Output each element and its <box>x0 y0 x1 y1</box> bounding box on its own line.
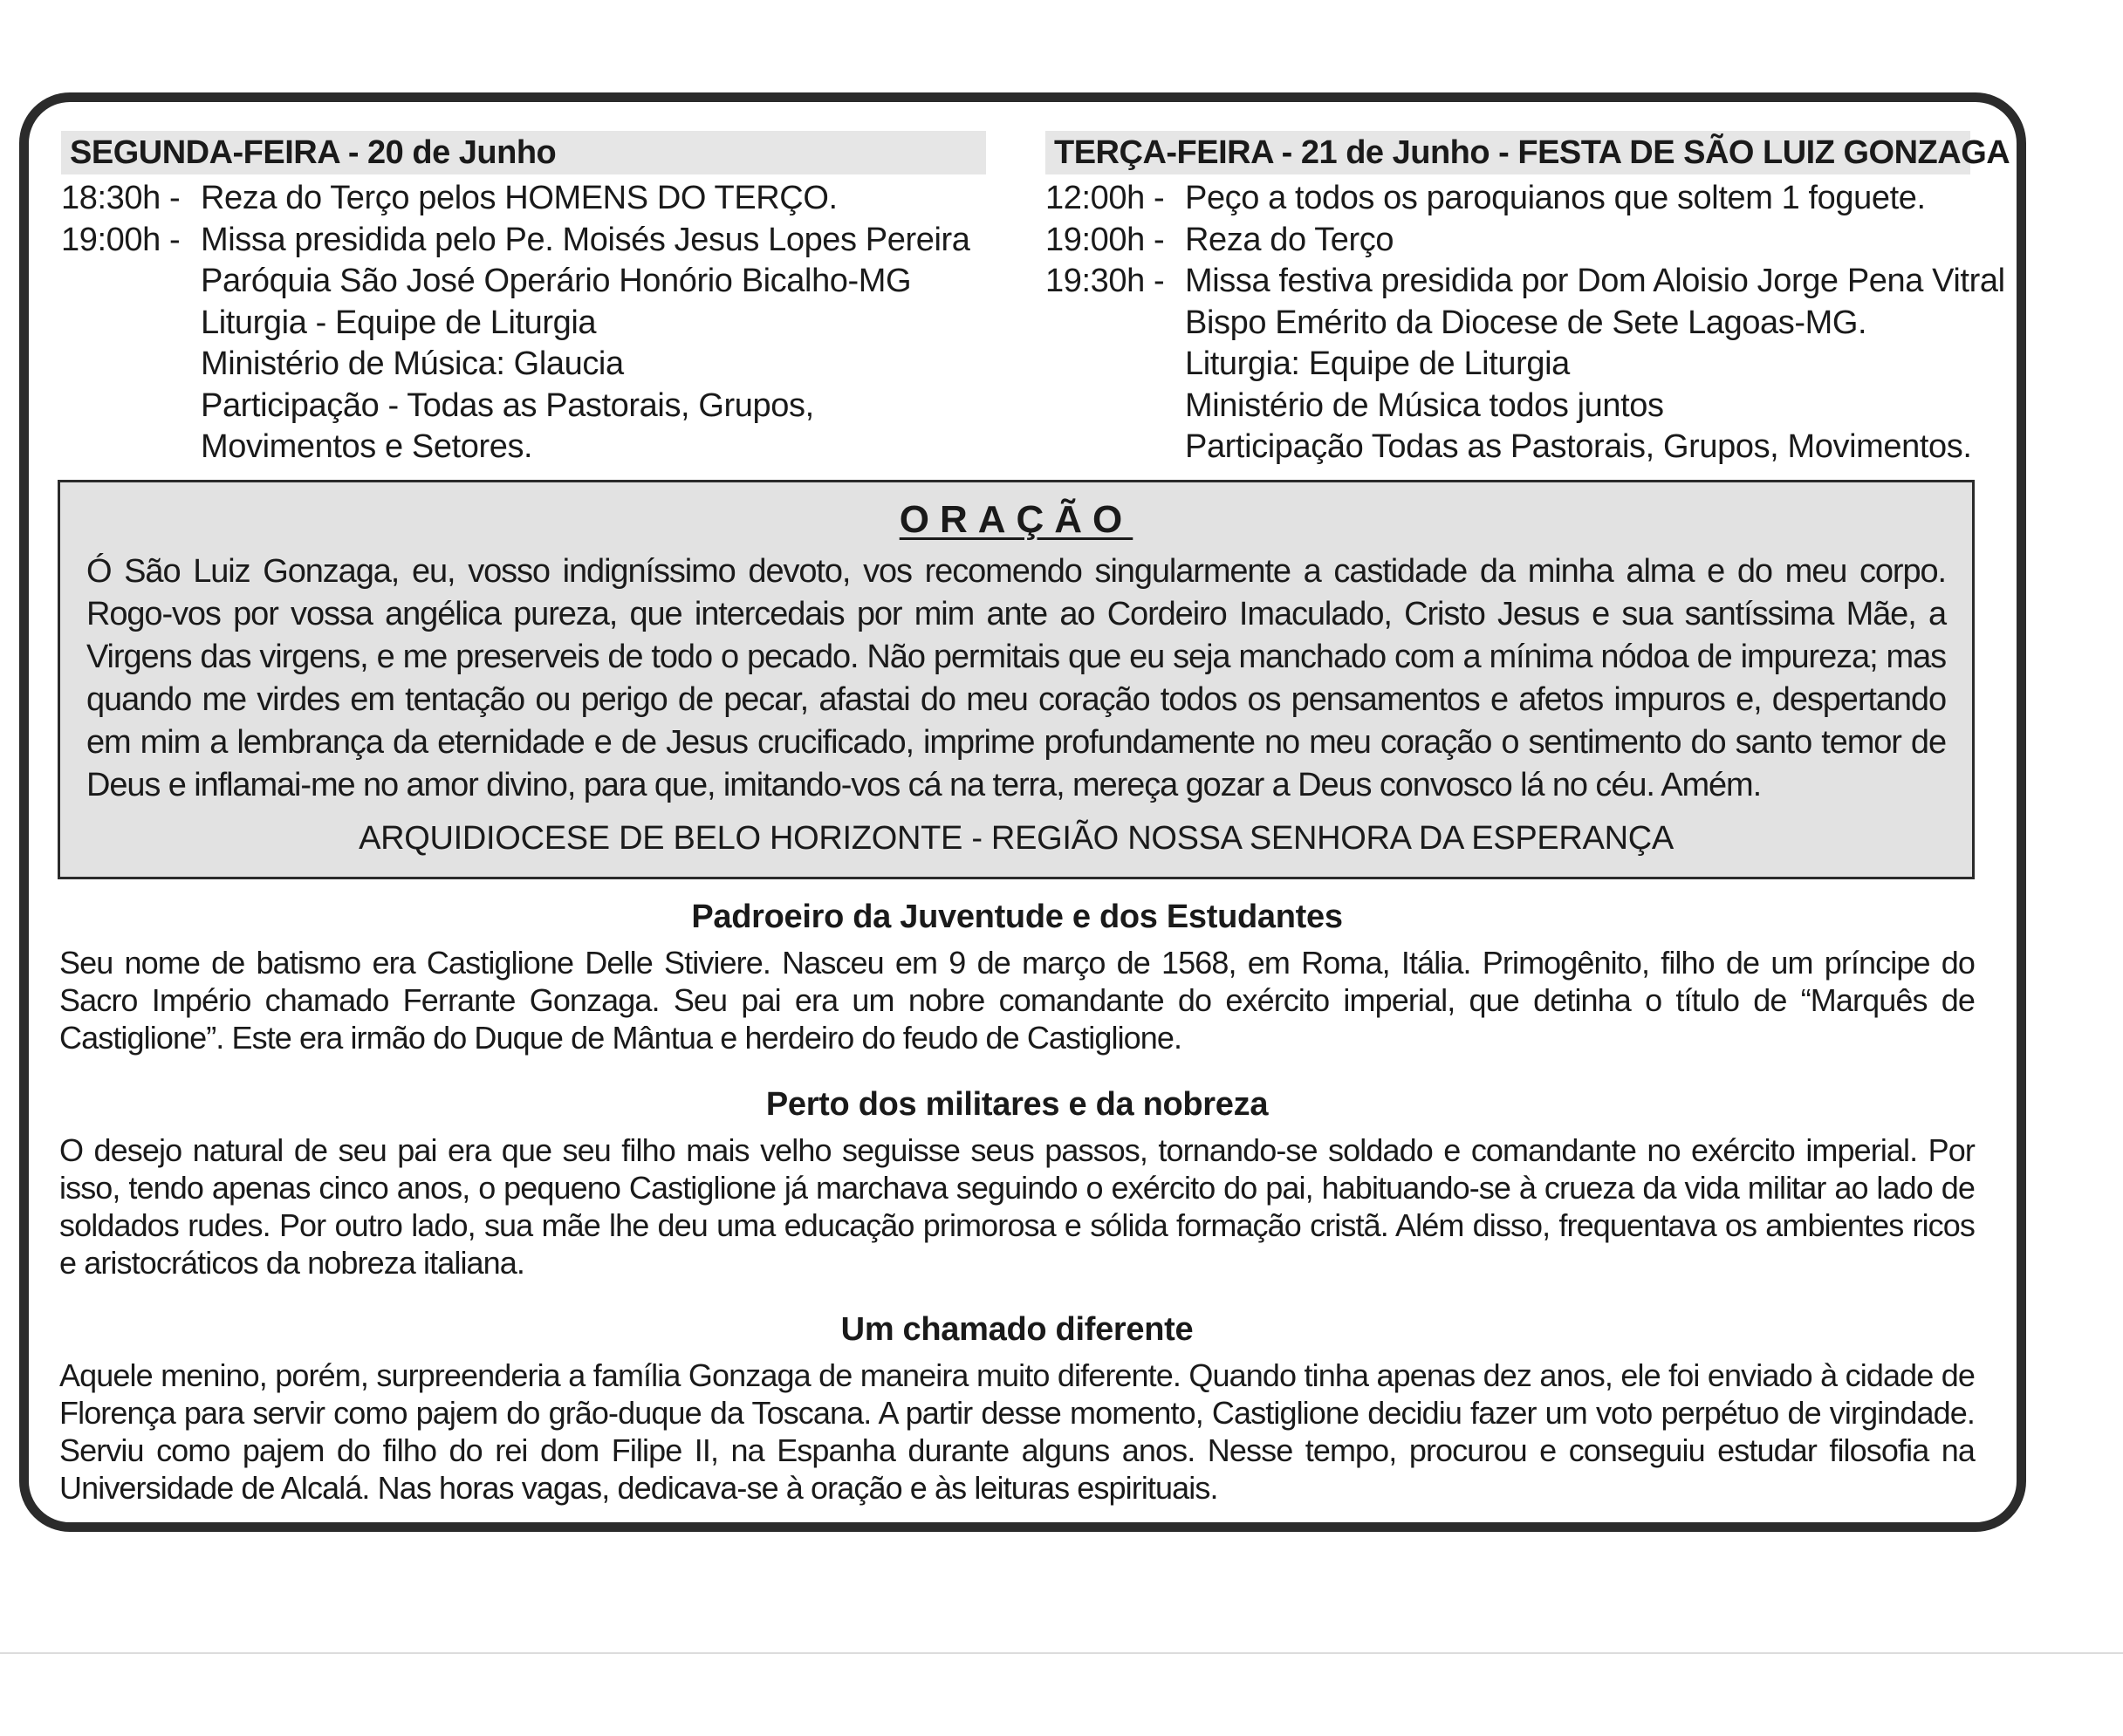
section-title: Padroeiro da Juventude e dos Estudantes <box>691 899 1343 935</box>
tuesday-schedule <box>1045 131 2010 468</box>
schedule-line: Movimentos e Setores. <box>201 428 533 465</box>
prayer-box <box>58 480 1975 879</box>
monday-heading: SEGUNDA-FEIRA - 20 de Junho <box>61 131 986 174</box>
schedule-line: Ministério de Música: Glaucia <box>201 345 624 382</box>
schedule-time: 19:30h - <box>1045 263 1165 299</box>
section-text: O desejo natural de seu pai era que seu filho mais velho seguisse seus passos, tornando-se soldado e comandante no exército imperial. Por isso, tendo apenas cinco anos, o pequeno Castiglione já marchava seguindo o exército do pai, habituando-se à crueza da vida militar ao lado de soldados rudes. Por outro lado, sua mãe lhe deu uma educação primorosa e sólida formação cristã. Além disso, frequentava os ambientes ricos e aristocráticos da nobreza italiana. <box>59 1132 1975 1281</box>
schedule-line: Peço a todos os paroquianos que soltem 1 foguete. <box>1185 180 1926 216</box>
schedule-time: 19:00h - <box>61 221 181 258</box>
prayer-signature: ARQUIDIOCESE DE BELO HORIZONTE - REGIÃO NOSSA SENHORA DA ESPERANÇA <box>359 820 1674 857</box>
schedule-line: Ministério de Música todos juntos <box>1185 386 1664 424</box>
schedule-line: Bispo Emérito da Diocese de Sete Lagoas-MG. <box>1185 304 1867 341</box>
scan-edge-line <box>0 1652 2123 1654</box>
schedule-line: Liturgia: Equipe de Liturgia <box>1185 345 1570 382</box>
schedule-line: Paróquia São José Operário Honório Bicalho-MG <box>201 263 912 299</box>
schedule-line: Participação - Todas as Pastorais, Grupos, <box>201 386 814 424</box>
tuesday-heading: TERÇA-FEIRA - 21 de Junho - FESTA DE SÃO LUIZ GONZAGA <box>1045 131 1970 174</box>
schedule-time: 12:00h - <box>1045 180 1165 216</box>
prayer-title: ORAÇÃO <box>899 498 1133 541</box>
schedule-line: Reza do Terço <box>1185 221 1394 258</box>
schedule-row <box>61 178 986 220</box>
schedule-row <box>1045 220 1970 262</box>
schedule-line: Missa presidida pelo Pe. Moisés Jesus Lopes Pereira <box>201 221 970 258</box>
schedule-row <box>1045 178 1970 220</box>
schedule-row <box>61 220 986 468</box>
schedule-line: Reza do Terço pelos HOMENS DO TERÇO. <box>201 180 838 216</box>
section-text: Aquele menino, porém, surpreenderia a família Gonzaga de maneira muito diferente. Quando tinha apenas dez anos, ele foi enviado à cidade de Florença para servir como pajem do grão-duque da Toscana. A partir desse momento, Castiglione decidiu fazer um voto perpétuo de virgindade. Serviu como pajem do filho do rei dom Filipe II, na Espanha durante alguns anos. Nesse tempo, procurou e conseguiu estudar filosofia na Universidade de Alcalá. Nas horas vagas, dedicava-se à oração e às leituras espirituais. <box>59 1357 1975 1506</box>
article-section <box>59 897 1975 1056</box>
schedule-time: 19:00h - <box>1045 221 1165 258</box>
schedule-time: 18:30h - <box>61 180 181 216</box>
section-title: Um chamado diferente <box>840 1311 1194 1348</box>
schedule-line: Missa festiva presidida por Dom Aloisio Jorge Pena Vitral <box>1185 263 2005 299</box>
schedule-row <box>1045 261 2005 468</box>
section-text: Seu nome de batismo era Castiglione Delle Stiviere. Nasceu em 9 de março de 1568, em Roma, Itália. Primogênito, filho de um príncipe do Sacro Império chamado Ferrante Gonzaga. Seu pai era um nobre comandante do exército imperial, que detinha o título de “Marquês de Castiglione”. Este era irmão do Duque de Mântua e herdeiro do feudo de Castiglione. <box>59 945 1975 1056</box>
article-section <box>59 1084 1975 1281</box>
section-title: Perto dos militares e da nobreza <box>765 1086 1269 1123</box>
monday-schedule <box>61 131 986 468</box>
schedule-line: Liturgia - Equipe de Liturgia <box>201 304 597 341</box>
prayer-text: Ó São Luiz Gonzaga, eu, vosso indigníssimo devoto, vos recomendo singularmente a castidade da minha alma e do meu corpo. Rogo-vos por vossa angélica pureza, que intercedais por mim ante ao Cordeiro Imaculado, Cristo Jesus e sua santíssima Mãe, a Virgens das virgens, e me preserveis de todo o pecado. Não permitais que eu seja manchado com a mínima nódoa de impureza; mas quando me virdes em tentação ou perigo de pecar, afastai do meu coração todos os pensamentos e afetos impuros e, despertando em mim a lembrança da eternidade e de Jesus crucificado, imprime profundamente no meu coração o sentimento do santo temor de Deus e inflamai-me no amor divino, para que, imitando-vos cá na terra, mereça gozar a Deus convosco lá no céu. Amém. <box>86 553 1946 803</box>
schedule-line: Participação Todas as Pastorais, Grupos, Movimentos. <box>1185 428 1972 465</box>
article-section <box>59 1309 1975 1507</box>
